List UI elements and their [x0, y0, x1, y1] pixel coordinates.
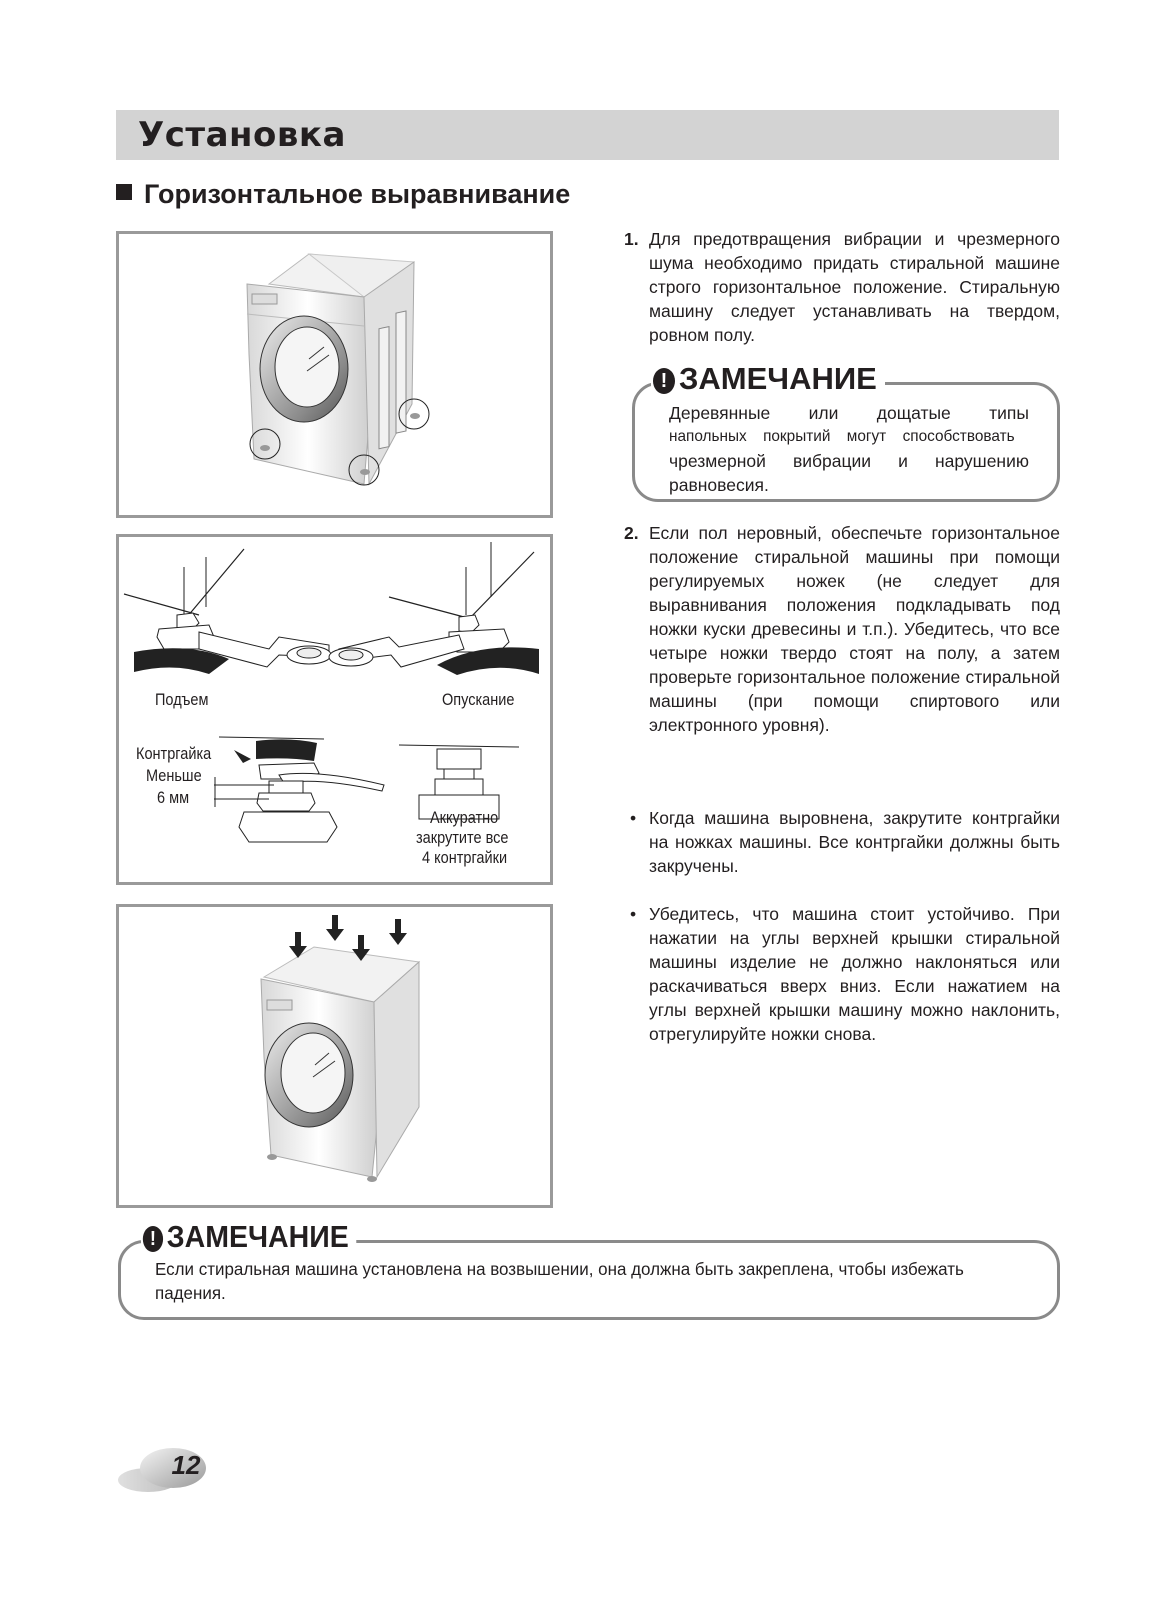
- figure-leveling-feet: [116, 534, 553, 885]
- label-6mm: 6 мм: [157, 789, 190, 807]
- note-body: Если стиральная машина установлена на возвышении, она должна быть закреплена, чтобы избежать падения.: [155, 1259, 964, 1303]
- note-line: равновесия.: [669, 475, 769, 495]
- section-title: Горизонтальное выравнивание: [144, 179, 571, 209]
- washing-machine-arrows-illustration: [119, 907, 550, 1205]
- step-text: Для предотвращения вибрации и чрезмерного шума необходимо придать стиральной машине строго горизонтальное положение. Стиральную машину следует устанавливать на твердом, ровном полу.: [649, 229, 1060, 345]
- label-lower: Опускание: [442, 691, 515, 709]
- step-number: 2.: [624, 523, 639, 543]
- page-number-badge: [118, 1446, 208, 1496]
- bullet-item-locknuts: [624, 806, 1060, 878]
- note-box-floor: [632, 361, 1060, 502]
- bullet-text: Когда машина выровнена, закрутите контргайки на ножках машины. Все контргайки должны быть закручены.: [649, 808, 1060, 876]
- label-tighten-2: закрутите все: [416, 829, 509, 847]
- note-title-text: ЗАМЕЧАНИЕ: [166, 1219, 349, 1254]
- bullet-dot: •: [630, 904, 637, 924]
- bullet-dot: •: [630, 808, 637, 828]
- note-box-elevation: [118, 1219, 1060, 1320]
- label-raise: Подъем: [155, 691, 209, 709]
- page-number: 12: [171, 1450, 201, 1480]
- exclamation-icon: !: [143, 1226, 163, 1252]
- note-title: [651, 361, 885, 397]
- section-heading: [116, 176, 570, 212]
- step-1: [624, 227, 1060, 347]
- label-tighten-3: 4 контргайки: [422, 849, 508, 867]
- figure-machine-feet: [116, 231, 553, 518]
- step-number: 1.: [624, 229, 639, 249]
- chapter-title: Установка: [138, 115, 346, 155]
- square-bullet-icon: [116, 184, 132, 200]
- step-text: Если пол неровный, обеспечьте горизонтальное положение стиральной машины при помощи регулируемых ножек (не следует для выравнивания положения подкладывать под ножки куски древесины и т.п.). Убедитесь, что все четыре ножки твердо стоят на полу, а затем проверьте горизонтальное положение стиральной машины (при помощи спиртового или электронного уровня).: [649, 523, 1060, 735]
- note-line: Деревянные или дощатые типы: [669, 403, 1029, 423]
- exclamation-icon: !: [653, 368, 675, 394]
- step-2: [624, 521, 1060, 737]
- washing-machine-illustration: [119, 234, 550, 515]
- note-line: напольных покрытий могут способствовать: [669, 428, 1015, 445]
- label-locknut: Контргайка: [136, 745, 212, 763]
- chapter-header-bar: [116, 110, 1059, 160]
- label-less-than: Меньше: [146, 767, 202, 785]
- note-line: чрезмерной вибрации и нарушению: [669, 451, 1029, 471]
- note-title-text: ЗАМЕЧАНИЕ: [679, 361, 877, 396]
- bullet-item-stability: [624, 902, 1060, 1046]
- label-tighten-1: Аккуратно: [430, 809, 499, 827]
- note-body: [669, 401, 1029, 497]
- bullet-text: Убедитесь, что машина стоит устойчиво. При нажатии на углы верхней крышки стиральной машины изделие не должно наклоняться или раскачиваться вверх вниз. Если нажатием на углы верхней крышки машину можно наклонить, отрегулируйте ножки снова.: [649, 904, 1060, 1044]
- figure-stability-check: [116, 904, 553, 1208]
- note-title: [141, 1219, 356, 1255]
